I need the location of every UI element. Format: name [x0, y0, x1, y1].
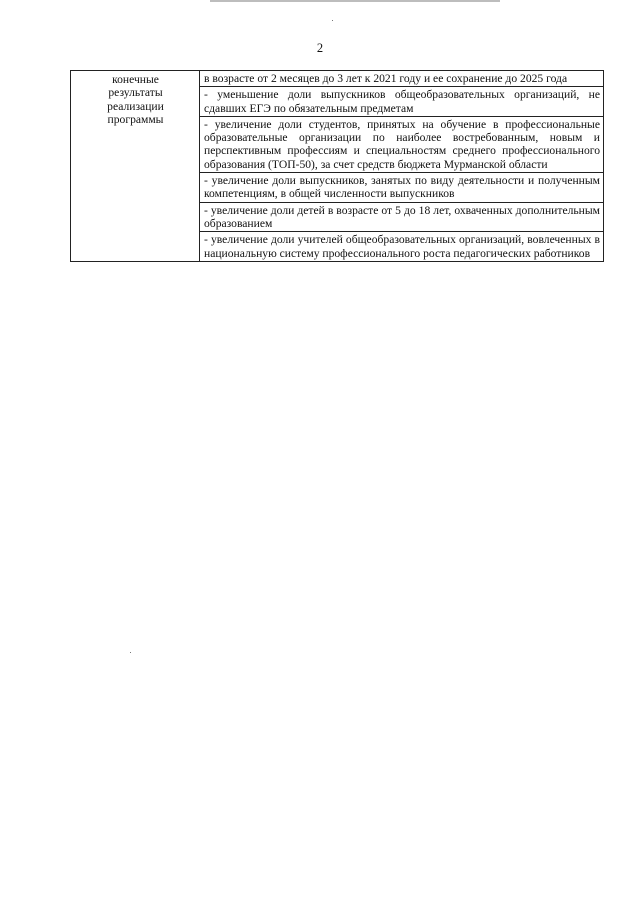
row-label-line: реализации: [107, 99, 164, 113]
row-label-line: конечные: [112, 73, 159, 86]
scan-speck: [130, 652, 131, 653]
result-item: - увеличение доли выпускников, занятых по виду деятельности и полученным компетенциям, в общей численности выпускников: [200, 173, 604, 203]
page-number: 2: [316, 41, 324, 55]
result-item: - увеличение доли детей в возрасте от 5 до 18 лет, охваченных дополнительным образованием: [200, 202, 604, 232]
scan-speck: [332, 20, 333, 21]
program-results-table: [70, 70, 604, 262]
top-scan-edge: [210, 0, 500, 2]
row-label-line: программы: [107, 112, 164, 126]
result-item: - увеличение доли студентов, принятых на обучение в профессиональные образовательные организации по наиболее востребованным, новым и перспективным профессиям и специальностям среднего профессионального образования (ТОП-50), за счет средств бюджета Мурманской области: [200, 116, 604, 172]
result-item: - уменьшение доли выпускников общеобразовательных организаций, не сдавших ЕГЭ по обязательным предметам: [200, 87, 604, 117]
row-label-line: результаты: [108, 86, 163, 100]
row-label-cell: [71, 71, 200, 262]
table-row: [71, 71, 604, 87]
result-item: в возрасте от 2 месяцев до 3 лет к 2021 году и ее сохранение до 2025 года: [200, 71, 604, 87]
result-item: - увеличение доли учителей общеобразовательных организаций, вовлеченных в национальную систему профессионального роста педагогических работников: [200, 232, 604, 262]
